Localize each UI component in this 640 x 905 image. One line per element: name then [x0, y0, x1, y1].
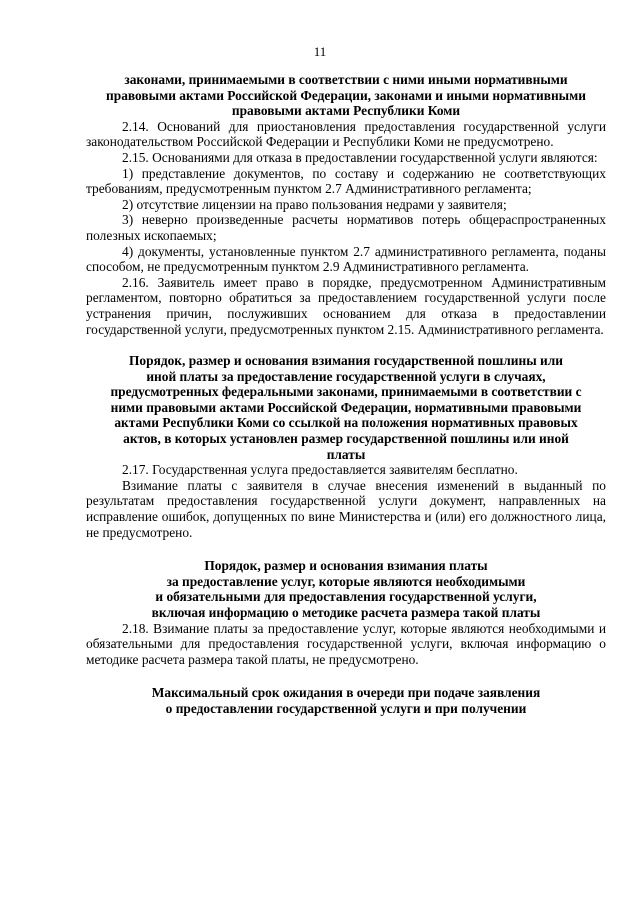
heading-line: актами Республики Коми со ссылкой на положения нормативных правовых	[114, 415, 578, 431]
heading-line: предусмотренных федеральными законами, принимаемыми в соответствии с	[110, 384, 582, 400]
section-heading-waiting-time	[86, 685, 606, 716]
page-content	[86, 72, 606, 717]
heading-line: за предоставление услуг, которые являются необходимыми	[166, 573, 526, 589]
heading-line: актов, в которых установлен размер государственной пошлины или иной	[123, 431, 569, 447]
heading-line: Порядок, размер и основания взимания государственной пошлины или	[129, 353, 563, 369]
heading-line: и обязательными для предоставления государственной услуги,	[155, 589, 537, 605]
heading-line: законами, принимаемыми в соответствии с ними иными нормативными	[124, 72, 568, 87]
paragraph-2-14: 2.14. Оснований для приостановления предоставления государственной услуги законодательством Российской Федерации и Республики Коми не предусмотрено.	[86, 118, 606, 150]
heading-line: Порядок, размер и основания взимания платы	[204, 558, 488, 574]
section-heading-state-fee	[86, 353, 606, 462]
paragraph-2-16: 2.16. Заявитель имеет право в порядке, предусмотренном Административным регламентом, повторно обратиться за предоставлением государственной услуги после устранения причин, послуживших основанием для отказа в предоставлении государственной услуги, предусмотренных пунктом 2.15. Административного регламента.	[86, 274, 606, 337]
heading-line: о предоставлении государственной услуги и при получении	[165, 700, 527, 716]
heading-line: правовыми актами Российской Федерации, законами и иными нормативными	[106, 87, 586, 103]
heading-line: платы	[326, 446, 366, 462]
list-item: 4) документы, установленные пунктом 2.7 административного регламента, поданы способом, не предусмотренным пунктом 2.9 Административного регламента.	[86, 243, 606, 275]
page-number: 11	[313, 44, 327, 59]
heading-line: правовыми актами Республики Коми	[231, 103, 461, 119]
list-item: 2) отсутствие лицензии на право пользования недрами у заявителя;	[122, 196, 507, 212]
paragraph-2-17: 2.17. Государственная услуга предоставляется заявителям бесплатно.	[122, 462, 518, 478]
paragraph-2-17-fee-correction: Взимание платы с заявителя в случае внесения изменений в выданный по результатам предоставления государственной услуги документ, направленных на исправление ошибок, допущенных по вине Министерства и (или) его должностного лица, не предусмотрено.	[86, 477, 606, 540]
heading-line: ними правовыми актами Российской Федерации, нормативными правовыми	[110, 399, 582, 415]
heading-line: Максимальный срок ожидания в очереди при подаче заявления	[151, 685, 541, 701]
paragraph-2-15: 2.15. Основаниями для отказа в предоставлении государственной услуги являются:	[122, 149, 598, 165]
paragraph-2-18: 2.18. Взимание платы за предоставление услуг, которые являются необходимыми и обязательными для предоставления государственной услуги, включая информацию о методике расчета размера такой платы, не предусмотрено.	[86, 620, 606, 667]
section-heading-legal-acts	[86, 72, 606, 119]
list-item: 1) представление документов, по составу и содержанию не соответствующих требованиям, предусмотренным пунктом 2.7 Административного регламента;	[86, 165, 606, 197]
heading-line: иной платы за предоставление государственной услуги в случаях,	[146, 368, 546, 384]
heading-line: включая информацию о методике расчета размера такой платы	[151, 605, 541, 620]
list-item: 3) неверно произведенные расчеты нормативов потерь общераспространенных полезных ископаемых;	[86, 212, 606, 243]
section-heading-services-fee	[86, 558, 606, 620]
